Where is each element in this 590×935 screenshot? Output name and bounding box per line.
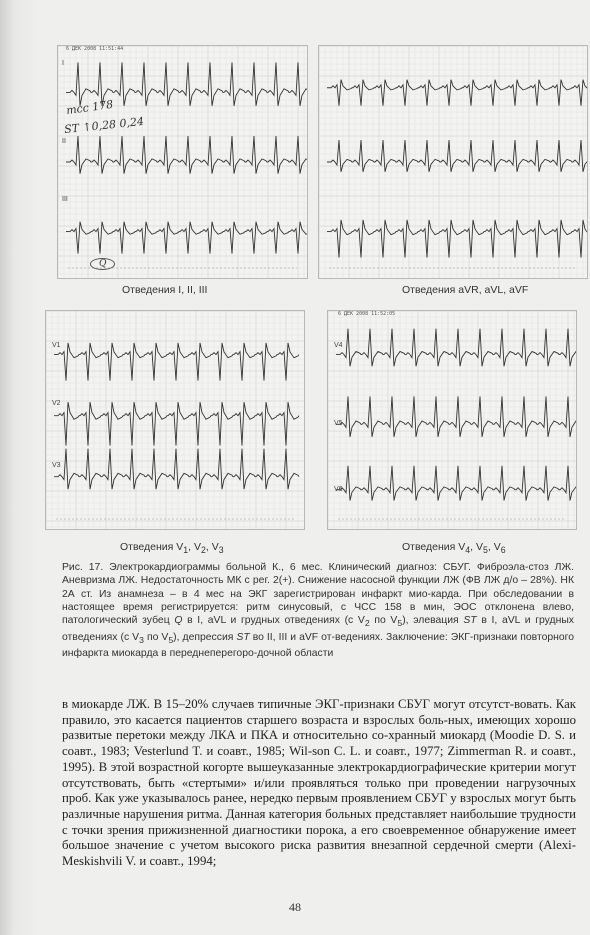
- ecg-waveform: [336, 329, 576, 367]
- lead-label-V4: V4: [334, 342, 343, 349]
- figure-caption: Рис. 17. Электрокардиограммы больной К., 6 мес. Клинический диагноз: СБУГ. Фиброэла-стоз ЛЖ. Аневризма ЛЖ. Недостаточность МК с рег. 2(+). Снижение насосной функции ЛЖ (ФВ ЛЖ д/о – 28%). НК 2А ст. Из анамнеза – в 4 мес на ЭКГ зарегистрирован инфаркт мио-карда. При обследовании в настоящее время регистрируется: ритм синусовый, с ЧСС 158 в мин, ЭОС отклонена влево, патологический зубец Q в I, aVL и грудных отведениях (с $V_2$ по $V_5$), элевация ST в I, aVL и грудных отведениях (с $V_3$ по $V_5$), депрессия ST во II, III и aVF от-ведениях. Заключение: ЭКГ-признаки повторного инфаркта миокарда в переднеперегоро-дочной области: [62, 562, 575, 659]
- panel-label-4: Отведения $V_4$, $V_5$, $V_6$: [402, 541, 506, 556]
- body-paragraph: в миокарде ЛЖ. В 15–20% случаев типичные ЭКГ-признаки СБУГ могут отсутст-вовать. Как правило, это касается пациентов старшего возраста и взрослых боль-ных, имеющих хорошо развитые перетоки между ЛКА и ПКА и относительно со-хранный миокард (Moodie D. S. и соавт., 1983; Vesterlund T. и соавт., 1985; Wil-son C. L. и соавт., 1977; Zimmerman R. и соавт., 1995). В этой возрастной когорте вышеуказанные электрокардиографические критерии могут отсутствовать, быть «стертыми» и/или проявляться только при проведении нагрузочных проб. Как уже указывалось ранее, нередко первым проявлением СБУГ у взрослых могут быть различные нарушения ритма. Данная категория больных представляет наибольшие трудности с точки зрения прижизненной диагностики порока, а его своевременное обнаружение имеет большое значение с учетом высокого риска развития внезапной сердечной смерти (Alexi-Meskishvili V. и соавт., 1994;: [62, 697, 576, 869]
- ecg-header: 6 ДЕК 2008 11:51:44: [66, 46, 124, 52]
- lead-label-V2: V2: [52, 400, 61, 407]
- ecg-trace-svg: [58, 46, 307, 278]
- ecg-header: 6 ДЕК 2008 11:52:05: [338, 311, 396, 317]
- lead-label-V6: V6: [334, 486, 343, 493]
- lead-label-V3: V3: [52, 462, 61, 469]
- handwritten-note-hr: тсс 178: [65, 97, 114, 118]
- ecg-waveform: [66, 136, 307, 174]
- lead-label-III: III: [62, 196, 68, 203]
- ecg-trace-svg: [319, 46, 587, 278]
- lead-label-I: I: [62, 60, 64, 67]
- ecg-panel-leads-I-II-III: [57, 45, 308, 279]
- lead-label-V1: V1: [52, 342, 61, 349]
- page-number: 48: [289, 900, 301, 914]
- panel-label-2: Отведения aVR, aVL, aVF: [402, 284, 529, 296]
- panel-label-1: Отведения I, II, III: [122, 284, 208, 296]
- ecg-panel-leads-V4-V5-V6: [327, 310, 577, 530]
- ecg-waveform: [336, 466, 576, 501]
- ecg-panel-leads-V1-V2-V3: [45, 310, 305, 530]
- ecg-trace-svg: [328, 311, 576, 529]
- ecg-waveform: [66, 222, 307, 254]
- lead-label-II: II: [62, 138, 66, 145]
- handwritten-note-st: ST ↑0,28 0,24: [63, 114, 145, 137]
- panel-label-3: Отведения $V_1$, $V_2$, $V_3$: [120, 541, 224, 556]
- lead-label-V5: V5: [334, 420, 343, 427]
- handwritten-note-q: Q: [90, 258, 115, 270]
- ecg-trace-svg: [46, 311, 304, 529]
- ecg-panel-leads-aVR-aVL-aVF: [318, 45, 588, 279]
